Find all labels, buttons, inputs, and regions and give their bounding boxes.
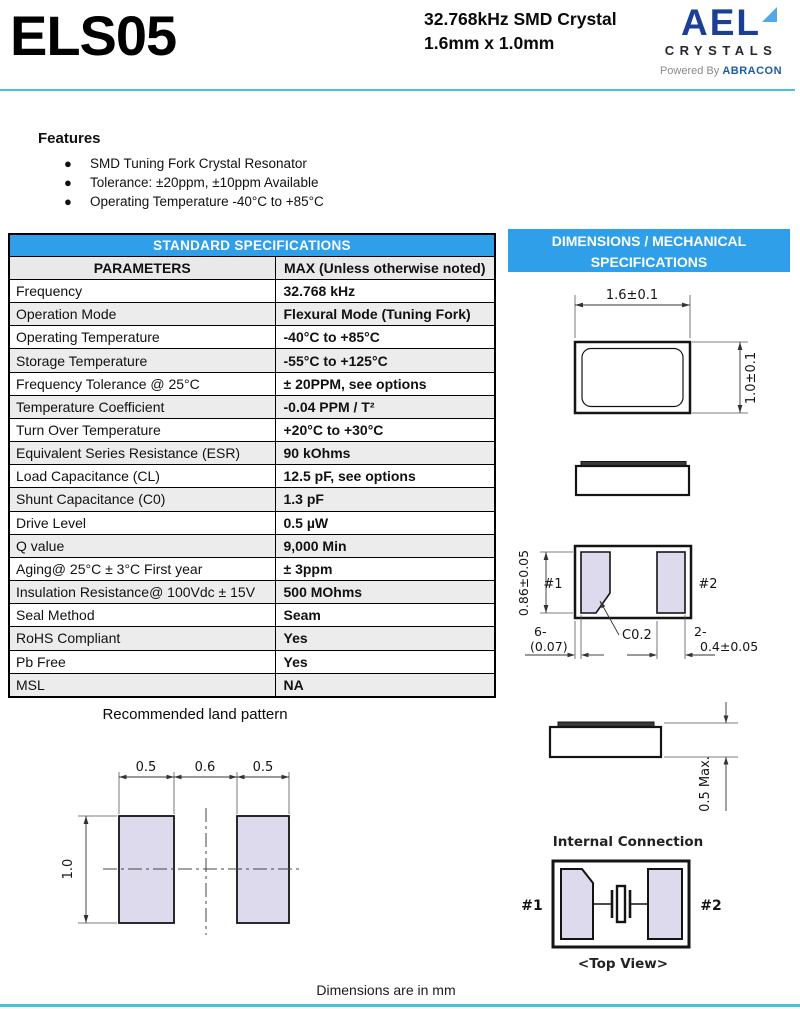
spec-col-parameters: PARAMETERS [9,257,275,280]
land-pad-width-left-dim: 0.5 [135,760,157,775]
spec-table-title: STANDARD SPECIFICATIONS [9,234,495,257]
spec-param-cell: Frequency Tolerance @ 25°C [9,372,275,395]
spec-table-row [9,442,495,465]
spec-param-cell: Q value [9,534,275,557]
spec-param-cell: Shunt Capacitance (C0) [9,488,275,511]
spec-value-cell: ± 3ppm [275,557,495,580]
spec-value-cell: Seam [275,604,495,627]
top-view-caption: <Top View> [577,956,669,972]
spec-param-cell: Turn Over Temperature [9,418,275,441]
right-pad-qty: 2- [694,624,707,639]
spec-value-cell: 1.3 pF [275,488,495,511]
top-view-width-dim: 1.6±0.1 [605,288,659,303]
land-pattern-title: Recommended land pattern [102,706,288,723]
spec-value-cell: Flexural Mode (Tuning Fork) [275,303,495,326]
feature-item [38,173,458,192]
land-gap-dim: 0.6 [194,760,216,775]
spec-table-row [9,604,495,627]
spec-param-cell: Pb Free [9,650,275,673]
ael-logo [646,4,796,77]
subtitle-line1: 32.768kHz SMD Crystal [424,9,617,29]
spec-param-cell: Drive Level [9,511,275,534]
spec-param-cell: Load Capacitance (CL) [9,465,275,488]
feature-item [38,154,458,173]
mechanical-drawings [508,278,800,990]
land-pattern-drawing [30,730,370,965]
spec-table-row [9,534,495,557]
internal-connection-drawing [521,834,721,972]
features-section [38,130,458,211]
bullet-icon: ● [64,156,72,171]
spec-table-row [9,511,495,534]
spec-table-row [9,280,495,303]
spec-table-header-row [9,257,495,280]
ael-logo-triangle-icon [762,7,777,22]
standard-specifications-table [8,233,496,698]
pad-height-dim: 0.86±0.05 [516,549,531,617]
spec-param-cell: Temperature Coefficient [9,395,275,418]
internal-pin2-label: #2 [700,898,722,914]
bullet-icon: ● [64,175,72,190]
package-outline-side2 [550,727,661,757]
land-pad-width-right-dim: 0.5 [252,760,274,775]
spec-table-row [9,303,495,326]
bottom-view-pin2-label: #2 [698,577,718,592]
spec-param-cell: Operating Temperature [9,326,275,349]
spec-table-row [9,627,495,650]
feature-item [38,192,458,211]
spec-table-row [9,326,495,349]
spec-value-cell: -40°C to +85°C [275,326,495,349]
spec-value-cell: -0.04 PPM / T² [275,395,495,418]
side-view-height-drawing [550,702,738,812]
spec-value-cell: ± 20PPM, see options [275,372,495,395]
spec-value-cell: 12.5 pF, see options [275,465,495,488]
spec-value-cell: NA [275,673,495,697]
spec-value-cell: 0.5 µW [275,511,495,534]
ael-logo-text: AEL [681,2,761,43]
top-view-height-dim: 1.0±0.1 [744,351,759,405]
spec-table-row [9,418,495,441]
ael-logo-brand-row [681,4,761,42]
spec-value-cell: Yes [275,627,495,650]
product-subtitle [424,7,617,55]
spec-param-cell: Operation Mode [9,303,275,326]
powered-by-prefix: Powered By [659,65,723,77]
features-list [38,154,458,211]
spec-table-body [9,280,495,697]
spec-table-title-row [9,234,495,257]
footer-divider [0,1004,800,1007]
dimensions-panel-title [508,229,790,272]
spec-param-cell: Frequency [9,280,275,303]
internal-pin1-label: #1 [521,898,543,914]
package-outline-side [576,466,689,495]
top-view-drawing [575,288,759,413]
bottom-view-pin1-label: #1 [543,577,563,592]
spec-table-row [9,581,495,604]
header-divider [0,89,795,91]
spec-param-cell: Insulation Resistance@ 100Vdc ± 15V [9,581,275,604]
spec-param-cell: Storage Temperature [9,349,275,372]
spec-table-row [9,650,495,673]
spec-param-cell: RoHS Compliant [9,627,275,650]
package-outline-top [575,342,690,413]
chamfer-label: C0.2 [622,628,652,643]
spec-value-cell: Yes [275,650,495,673]
spec-value-cell: +20°C to +30°C [275,418,495,441]
feature-text: SMD Tuning Fork Crystal Resonator [90,156,307,171]
spec-value-cell: 500 MOhms [275,581,495,604]
left-pad-dim: (0.07) [530,639,568,654]
ael-logo-crystals: CRYSTALS [664,43,778,58]
feature-text: Tolerance: ±20ppm, ±10ppm Available [90,175,319,190]
footer-note: Dimensions are in mm [316,982,456,998]
spec-value-cell: 32.768 kHz [275,280,495,303]
spec-param-cell: Aging@ 25°C ± 3°C First year [9,557,275,580]
spec-col-max: MAX (Unless otherwise noted) [275,257,495,280]
spec-table-row [9,557,495,580]
subtitle-line2: 1.6mm x 1.0mm [424,33,555,53]
spec-table-row [9,465,495,488]
bullet-icon: ● [64,194,72,209]
dimensions-title-line1: DIMENSIONS / MECHANICAL [551,233,747,249]
feature-text: Operating Temperature -40°C to +85°C [90,194,324,209]
spec-table-row [9,488,495,511]
left-pad-qty: 6- [534,624,547,639]
page-title: ELS05 [10,4,177,67]
spec-table-row [9,372,495,395]
bottom-view-drawing [516,546,758,659]
spec-table-row [9,395,495,418]
spec-value-cell: 9,000 Min [275,534,495,557]
right-pad-dim: 0.4±0.05 [700,639,759,654]
package-height-dim: 0.5 Max. [698,756,713,812]
dimensions-title-line2: SPECIFICATIONS [590,254,708,270]
side-view-drawing [576,462,689,496]
spec-param-cell: MSL [9,673,275,697]
spec-param-cell: Seal Method [9,604,275,627]
spec-table-row [9,349,495,372]
spec-param-cell: Equivalent Series Resistance (ESR) [9,442,275,465]
powered-by [646,65,796,77]
internal-pad-2 [648,869,682,939]
spec-table-row [9,673,495,697]
pad-2 [657,552,685,613]
abracon-brand: ABRACON [722,65,783,77]
spec-value-cell: 90 kOhms [275,442,495,465]
internal-connection-title: Internal Connection [552,834,704,850]
features-title: Features [38,130,101,147]
land-pad-height-dim: 1.0 [61,858,76,880]
spec-value-cell: -55°C to +125°C [275,349,495,372]
internal-pad-1 [561,869,593,939]
